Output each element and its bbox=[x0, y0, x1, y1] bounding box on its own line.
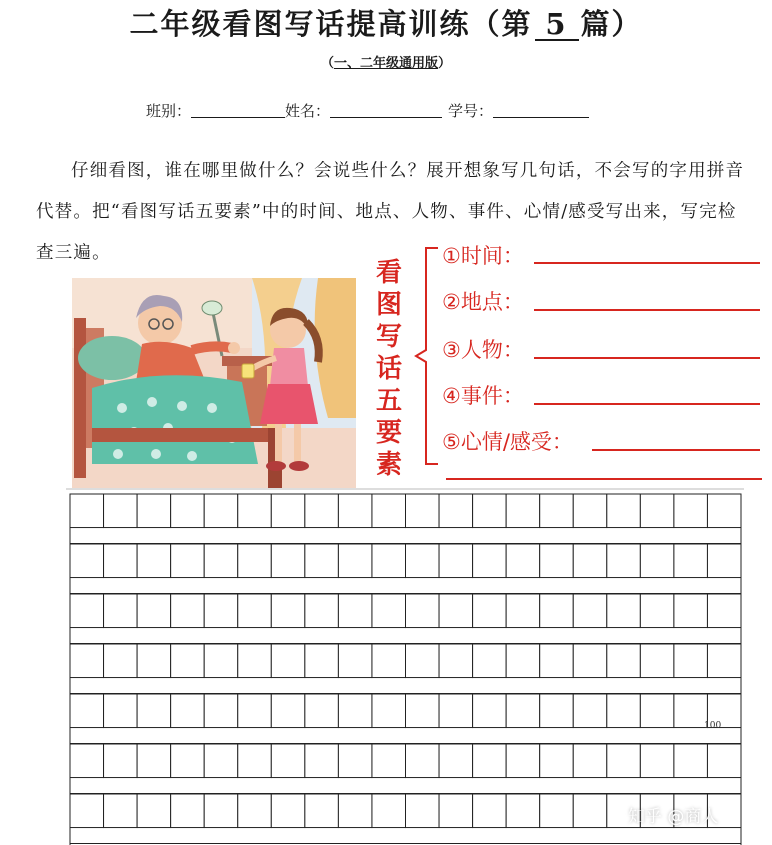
grid-cell[interactable] bbox=[406, 644, 440, 678]
grid-cell[interactable] bbox=[640, 644, 674, 678]
grid-cell[interactable] bbox=[238, 694, 272, 728]
grid-cell[interactable] bbox=[338, 594, 372, 628]
grid-cell[interactable] bbox=[305, 544, 339, 578]
grid-cell[interactable] bbox=[372, 544, 406, 578]
grid-cell[interactable] bbox=[104, 594, 138, 628]
grid-cell[interactable] bbox=[707, 494, 741, 528]
grid-cell[interactable] bbox=[473, 544, 507, 578]
grid-cell[interactable] bbox=[506, 544, 540, 578]
grid-cell[interactable] bbox=[439, 794, 473, 828]
grid-cell[interactable] bbox=[137, 744, 171, 778]
grid-cell[interactable] bbox=[338, 644, 372, 678]
grid-cell[interactable] bbox=[104, 644, 138, 678]
grid-cell[interactable] bbox=[171, 644, 205, 678]
grid-cell[interactable] bbox=[439, 544, 473, 578]
student-id-field[interactable] bbox=[493, 117, 589, 118]
grid-cell[interactable] bbox=[104, 744, 138, 778]
grid-cell[interactable] bbox=[338, 494, 372, 528]
grid-cell[interactable] bbox=[406, 494, 440, 528]
subtitle-main: 一、二年级通用版 bbox=[333, 56, 438, 71]
grid-cell[interactable] bbox=[171, 544, 205, 578]
title-number: 5 bbox=[535, 9, 579, 41]
grid-cell[interactable] bbox=[607, 644, 641, 678]
vertical-char: 素 bbox=[375, 450, 402, 480]
grid-cell[interactable] bbox=[238, 644, 272, 678]
grid-cell[interactable] bbox=[305, 494, 339, 528]
element-extra-blank[interactable] bbox=[446, 478, 762, 480]
grid-cell[interactable] bbox=[204, 594, 238, 628]
grid-row[interactable] bbox=[70, 694, 741, 728]
element-time-blank[interactable] bbox=[534, 262, 760, 264]
grid-cell[interactable] bbox=[707, 744, 741, 778]
grid-cell[interactable] bbox=[674, 544, 708, 578]
grid-cell[interactable] bbox=[104, 494, 138, 528]
grid-cell[interactable] bbox=[104, 694, 138, 728]
grid-cell[interactable] bbox=[271, 744, 305, 778]
grid-cell[interactable] bbox=[506, 694, 540, 728]
subtitle-open: （ bbox=[320, 56, 334, 71]
grid-cell[interactable] bbox=[573, 694, 607, 728]
grid-cell[interactable] bbox=[674, 644, 708, 678]
grid-cell[interactable] bbox=[171, 494, 205, 528]
grid-cell[interactable] bbox=[674, 744, 708, 778]
grid-cell[interactable] bbox=[271, 544, 305, 578]
grid-cell[interactable] bbox=[338, 744, 372, 778]
watermark: 知乎 @商人 bbox=[628, 807, 719, 827]
grid-cell[interactable] bbox=[540, 694, 574, 728]
grid-cell[interactable] bbox=[439, 494, 473, 528]
grid-cell[interactable] bbox=[305, 744, 339, 778]
grid-cell[interactable] bbox=[338, 794, 372, 828]
writing-grid[interactable] bbox=[0, 486, 772, 845]
grid-cell[interactable] bbox=[70, 794, 104, 828]
grid-cell[interactable] bbox=[70, 594, 104, 628]
id-label: 学号： bbox=[448, 102, 494, 120]
vertical-char: 写 bbox=[375, 322, 402, 352]
grid-cell[interactable] bbox=[640, 494, 674, 528]
grid-cell[interactable] bbox=[70, 644, 104, 678]
subtitle-close: ） bbox=[438, 56, 452, 71]
grid-cell[interactable] bbox=[204, 544, 238, 578]
grid-cell[interactable] bbox=[540, 794, 574, 828]
grid-row[interactable] bbox=[70, 644, 741, 678]
grid-cell[interactable] bbox=[171, 744, 205, 778]
grid-cell[interactable] bbox=[573, 744, 607, 778]
grid-cell[interactable] bbox=[204, 694, 238, 728]
grid-cell[interactable] bbox=[338, 694, 372, 728]
vertical-char: 图 bbox=[375, 290, 402, 320]
grid-cell[interactable] bbox=[204, 744, 238, 778]
grid-cell[interactable] bbox=[137, 594, 171, 628]
grid-cell[interactable] bbox=[372, 494, 406, 528]
grid-cell[interactable] bbox=[104, 794, 138, 828]
grid-cell[interactable] bbox=[406, 744, 440, 778]
grid-cell[interactable] bbox=[506, 594, 540, 628]
grid-cell[interactable] bbox=[573, 494, 607, 528]
grid-cell[interactable] bbox=[573, 794, 607, 828]
element-time-label: ①时间： bbox=[442, 244, 524, 268]
element-people-blank[interactable] bbox=[534, 357, 760, 359]
grid-cell[interactable] bbox=[473, 794, 507, 828]
element-people-label: ③人物： bbox=[442, 338, 524, 362]
grid-cell[interactable] bbox=[674, 594, 708, 628]
instructions-text: 仔细看图，谁在哪里做什么？会说些什么？展开想象写几句话，不会写的字用拼音代替。把“看图写话五要素”中的时间、地点、人物、事件、心情/感受写出来，写完检查三遍。 bbox=[36, 161, 745, 263]
grid-cell[interactable] bbox=[338, 544, 372, 578]
grid-cell[interactable] bbox=[607, 594, 641, 628]
element-place-label: ②地点： bbox=[442, 290, 524, 314]
grid-cell[interactable] bbox=[674, 694, 708, 728]
grid-cell[interactable] bbox=[406, 594, 440, 628]
grid-cell[interactable] bbox=[573, 544, 607, 578]
grid-cell[interactable] bbox=[439, 644, 473, 678]
grid-cell[interactable] bbox=[473, 744, 507, 778]
instructions bbox=[36, 151, 748, 274]
grid-cell[interactable] bbox=[238, 594, 272, 628]
grid-cell[interactable] bbox=[271, 494, 305, 528]
grid-cell[interactable] bbox=[137, 494, 171, 528]
grid-cell[interactable] bbox=[70, 494, 104, 528]
vertical-char: 五 bbox=[375, 386, 402, 416]
grid-cell[interactable] bbox=[607, 544, 641, 578]
grid-cell[interactable] bbox=[271, 694, 305, 728]
grid-cell[interactable] bbox=[238, 794, 272, 828]
grid-cell[interactable] bbox=[406, 794, 440, 828]
class-field[interactable] bbox=[191, 117, 285, 118]
grid-row[interactable] bbox=[70, 744, 741, 778]
grid-cell[interactable] bbox=[707, 544, 741, 578]
grid-cell[interactable] bbox=[473, 594, 507, 628]
grid-cell[interactable] bbox=[573, 594, 607, 628]
grid-cell[interactable] bbox=[439, 694, 473, 728]
grid-cell[interactable] bbox=[640, 744, 674, 778]
grid-cell[interactable] bbox=[137, 794, 171, 828]
grid-cell[interactable] bbox=[372, 744, 406, 778]
grid-cell[interactable] bbox=[104, 544, 138, 578]
grid-cell[interactable] bbox=[305, 794, 339, 828]
grid-cell[interactable] bbox=[372, 794, 406, 828]
grid-counter-mark: 100 bbox=[704, 721, 722, 731]
grid-cell[interactable] bbox=[137, 544, 171, 578]
grid-row[interactable] bbox=[70, 544, 741, 578]
curly-brace-icon bbox=[412, 244, 444, 468]
grid-cell[interactable] bbox=[439, 594, 473, 628]
grid-cell[interactable] bbox=[171, 594, 205, 628]
title-suffix: 篇） bbox=[580, 7, 643, 41]
grid-cell[interactable] bbox=[473, 644, 507, 678]
grid-cell[interactable] bbox=[540, 594, 574, 628]
grid-cell[interactable] bbox=[271, 594, 305, 628]
grid-cell[interactable] bbox=[271, 794, 305, 828]
element-place-blank[interactable] bbox=[534, 309, 760, 311]
grid-cell[interactable] bbox=[204, 644, 238, 678]
grid-cell[interactable] bbox=[640, 694, 674, 728]
grid-cell[interactable] bbox=[372, 594, 406, 628]
element-event-blank[interactable] bbox=[534, 403, 760, 405]
grid-cell[interactable] bbox=[238, 744, 272, 778]
grandma-and-girl-illustration bbox=[72, 278, 356, 488]
element-feeling-blank[interactable] bbox=[592, 449, 760, 451]
grid-cell[interactable] bbox=[540, 744, 574, 778]
grid-row[interactable] bbox=[70, 594, 741, 628]
grid-cell[interactable] bbox=[406, 544, 440, 578]
name-label: 姓名： bbox=[285, 102, 331, 120]
grid-cell[interactable] bbox=[238, 544, 272, 578]
grid-cell[interactable] bbox=[70, 694, 104, 728]
grid-cell[interactable] bbox=[607, 694, 641, 728]
element-event-label: ④事件： bbox=[442, 384, 524, 408]
name-field[interactable] bbox=[330, 117, 442, 118]
grid-cell[interactable] bbox=[473, 694, 507, 728]
grid-cell[interactable] bbox=[573, 644, 607, 678]
grid-cell[interactable] bbox=[171, 694, 205, 728]
grid-cell[interactable] bbox=[70, 544, 104, 578]
grid-cell[interactable] bbox=[506, 644, 540, 678]
grid-cell[interactable] bbox=[137, 644, 171, 678]
grid-cell[interactable] bbox=[137, 694, 171, 728]
grid-cell[interactable] bbox=[305, 594, 339, 628]
element-feeling-label: ⑤心情/感受： bbox=[442, 430, 573, 454]
vertical-char: 看 bbox=[375, 258, 402, 288]
grid-cell[interactable] bbox=[707, 644, 741, 678]
grid-cell[interactable] bbox=[305, 694, 339, 728]
grid-cell[interactable] bbox=[674, 494, 708, 528]
grid-cell[interactable] bbox=[607, 494, 641, 528]
grid-cell[interactable] bbox=[540, 494, 574, 528]
worksheet-subtitle bbox=[0, 52, 772, 71]
grid-row[interactable] bbox=[70, 494, 741, 528]
title-prefix: 二年级看图写话提高训练（第 bbox=[129, 7, 533, 41]
grid-cell[interactable] bbox=[271, 644, 305, 678]
grid-cell[interactable] bbox=[540, 544, 574, 578]
grid-cell[interactable] bbox=[204, 494, 238, 528]
grid-cell[interactable] bbox=[372, 694, 406, 728]
grid-cell[interactable] bbox=[506, 794, 540, 828]
grid-cell[interactable] bbox=[473, 494, 507, 528]
grid-cell[interactable] bbox=[372, 644, 406, 678]
student-info bbox=[146, 100, 589, 121]
grid-cell[interactable] bbox=[439, 744, 473, 778]
vertical-char: 话 bbox=[375, 354, 402, 384]
grid-cell[interactable] bbox=[640, 594, 674, 628]
grid-cell[interactable] bbox=[238, 494, 272, 528]
grid-cell[interactable] bbox=[540, 644, 574, 678]
grid-cell[interactable] bbox=[640, 544, 674, 578]
grid-cell[interactable] bbox=[406, 694, 440, 728]
five-elements-vertical-label bbox=[369, 257, 409, 481]
grid-cell[interactable] bbox=[70, 744, 104, 778]
grid-cell[interactable] bbox=[171, 794, 205, 828]
grid-cell[interactable] bbox=[707, 594, 741, 628]
class-label: 班别： bbox=[146, 102, 192, 120]
grid-cell[interactable] bbox=[506, 494, 540, 528]
grid-cell[interactable] bbox=[607, 744, 641, 778]
grid-cell[interactable] bbox=[305, 644, 339, 678]
worksheet-title bbox=[0, 2, 772, 43]
vertical-char: 要 bbox=[375, 418, 402, 448]
grid-cell[interactable] bbox=[506, 744, 540, 778]
grid-cell[interactable] bbox=[204, 794, 238, 828]
